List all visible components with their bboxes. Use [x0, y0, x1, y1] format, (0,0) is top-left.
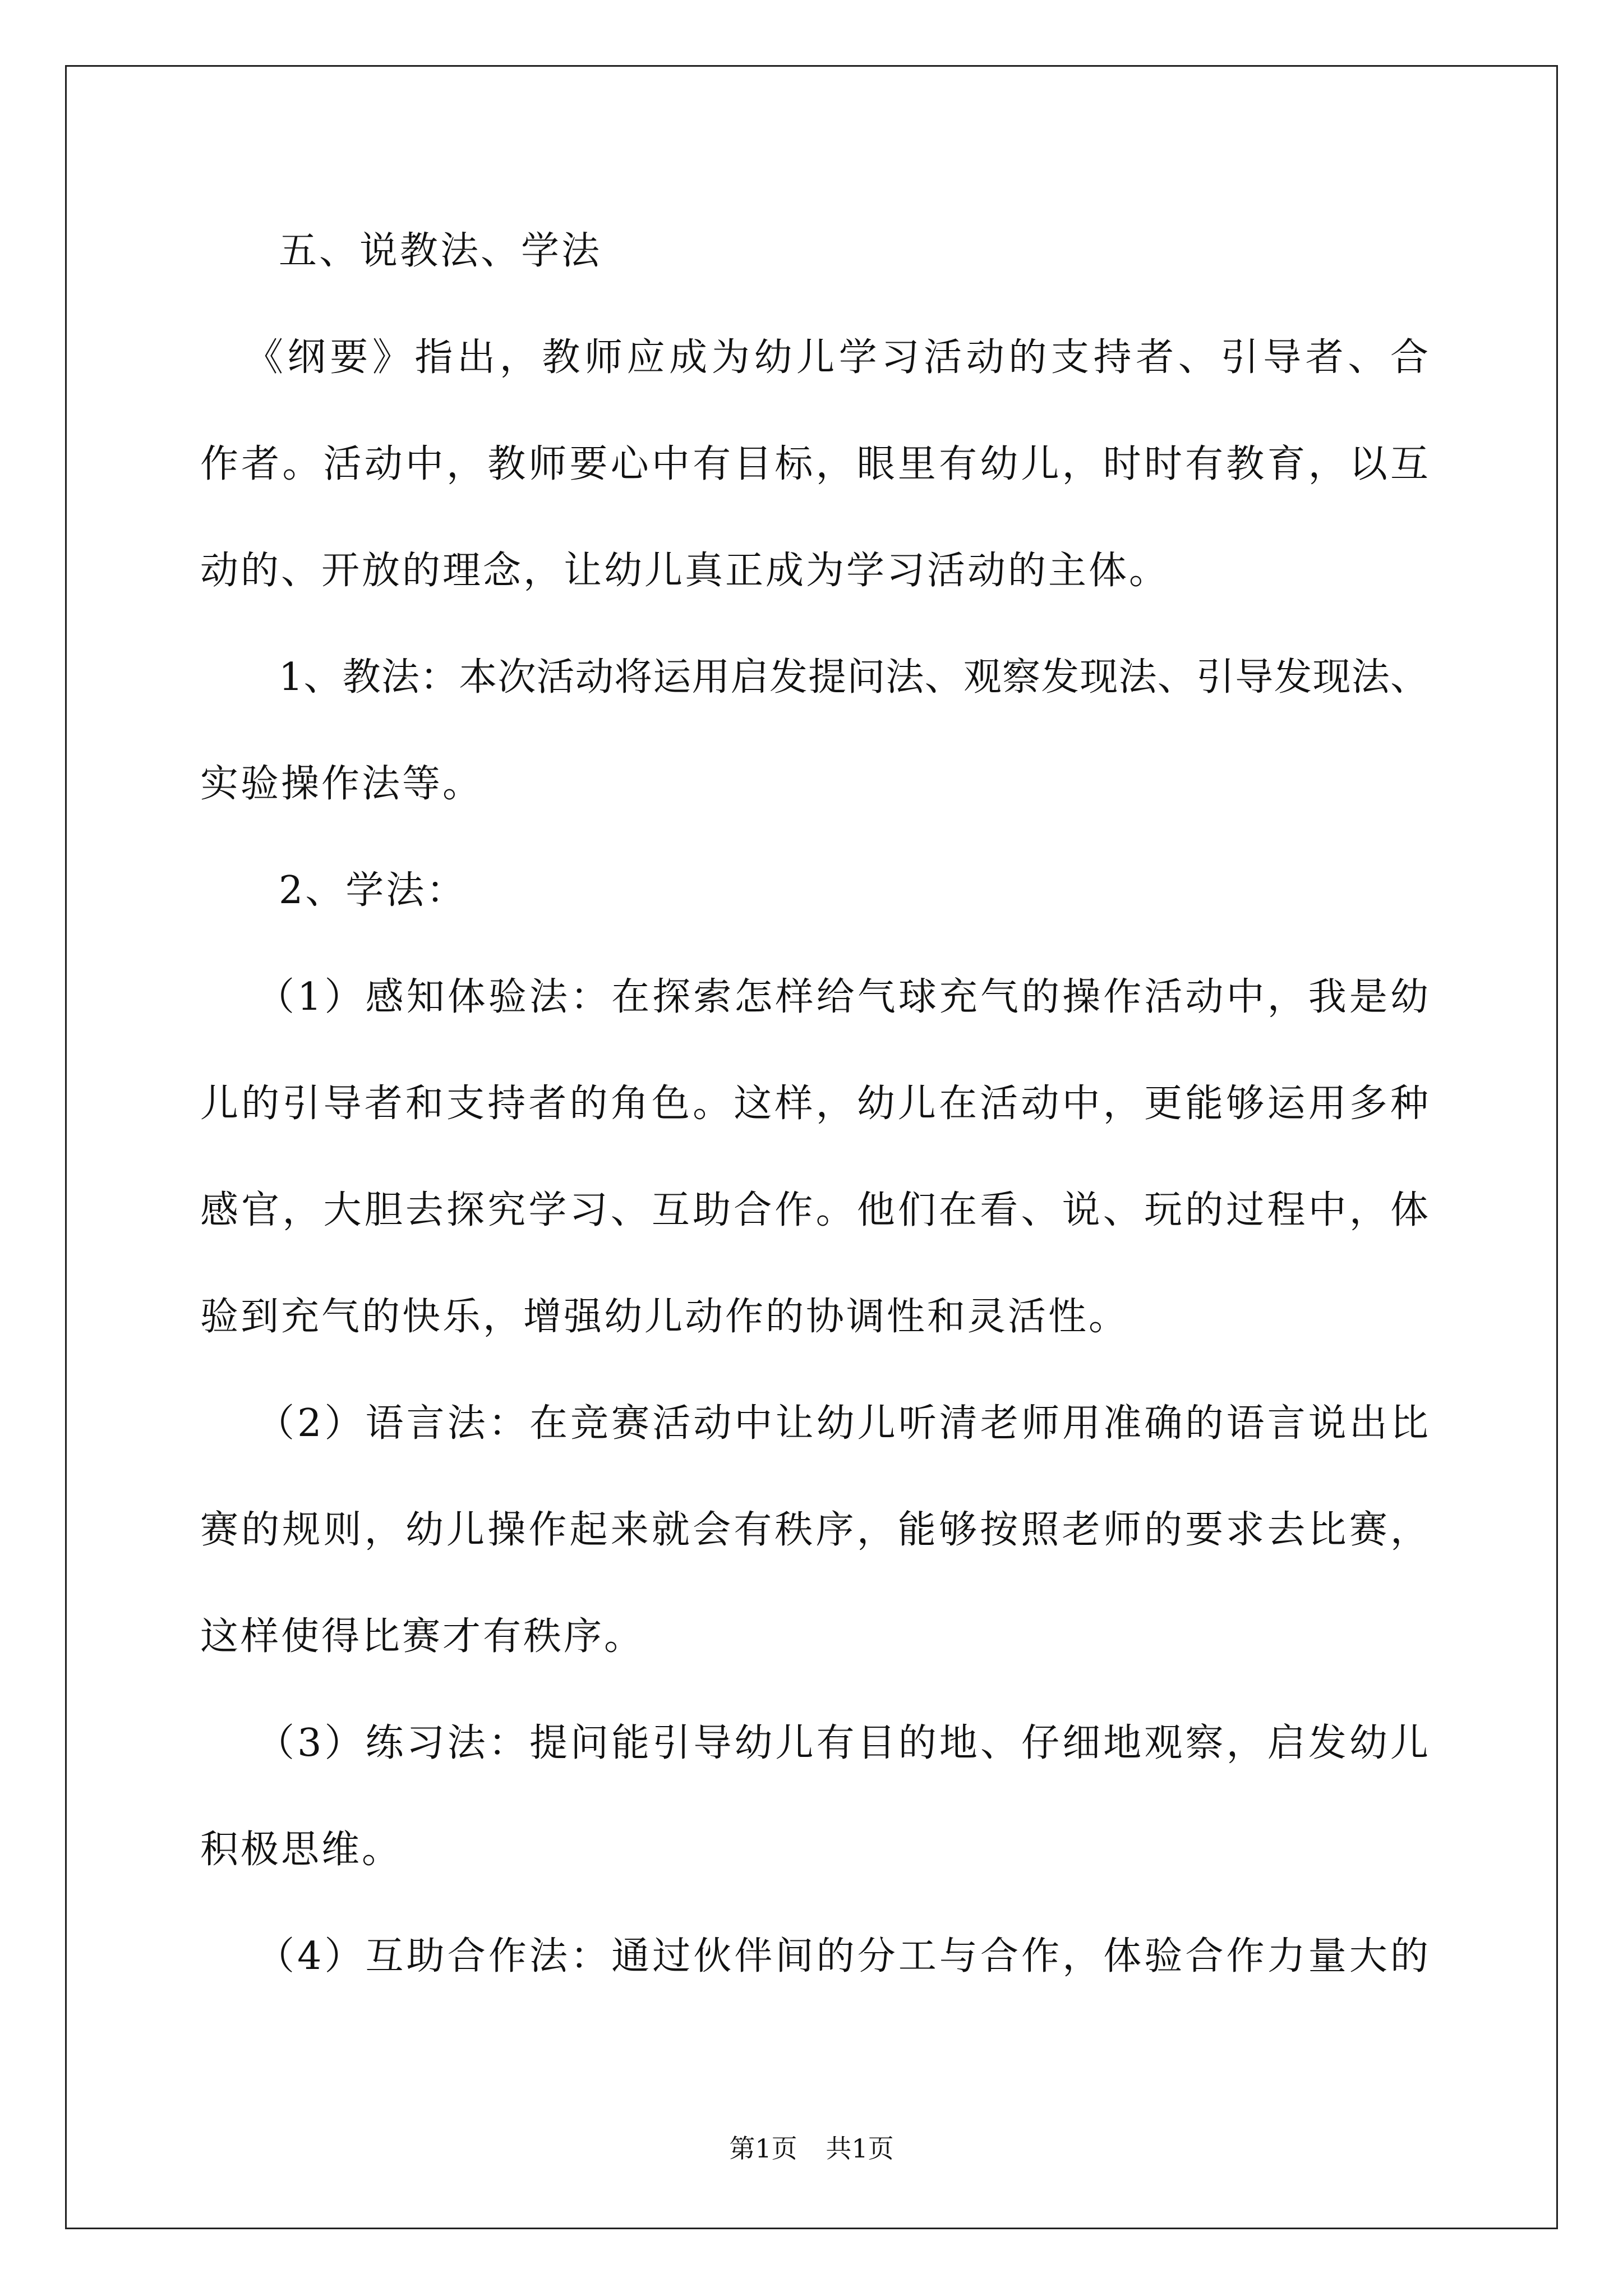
paragraph-line: 这样使得比赛才有秩序。	[200, 1614, 645, 1659]
paragraph-line: （3）练习法：提问能引导幼儿有目的地、仔细地观察，启发幼儿	[256, 1721, 1428, 1765]
section-heading: 五、说教法、学法	[279, 229, 602, 273]
paragraph-line: 积极思维。	[200, 1828, 403, 1872]
paragraph-line: 赛的规则，幼儿操作起来就会有秩序，能够按照老师的要求去比赛，	[200, 1508, 1428, 1552]
paragraph-line: （2）语言法：在竞赛活动中让幼儿听清老师用准确的语言说出比	[256, 1401, 1428, 1446]
paragraph-line: 实验操作法等。	[200, 762, 483, 806]
paragraph-line: （4）互助合作法：通过伙伴间的分工与合作，体验合作力量大的	[256, 1934, 1428, 1978]
paragraph-line: （1）感知体验法：在探索怎样给气球充气的操作活动中，我是幼	[256, 975, 1428, 1019]
paragraph-line: 1、教法：本次活动将运用启发提问法、观察发现法、引导发现法、	[279, 655, 1428, 700]
paragraph-line: 感官，大胆去探究学习、互助合作。他们在看、说、玩的过程中，体	[200, 1188, 1428, 1232]
paragraph-line: 儿的引导者和支持者的角色。这样，幼儿在活动中，更能够运用多种	[200, 1082, 1428, 1126]
page-total: 共1页	[826, 2133, 894, 2164]
paragraph-line: 《纲要》指出，教师应成为幼儿学习活动的支持者、引导者、合	[245, 335, 1428, 380]
page-number: 第1页	[729, 2133, 797, 2164]
paragraph-line: 验到充气的快乐，增强幼儿动作的协调性和灵活性。	[200, 1295, 1129, 1339]
paragraph-line: 2、学法：	[279, 868, 467, 913]
paragraph-line: 动的、开放的理念，让幼儿真正成为学习活动的主体。	[200, 549, 1170, 593]
page-border	[65, 65, 1558, 2229]
paragraph-line: 作者。活动中，教师要心中有目标，眼里有幼儿，时时有教育，以互	[200, 442, 1428, 486]
page-footer	[0, 2132, 1623, 2165]
